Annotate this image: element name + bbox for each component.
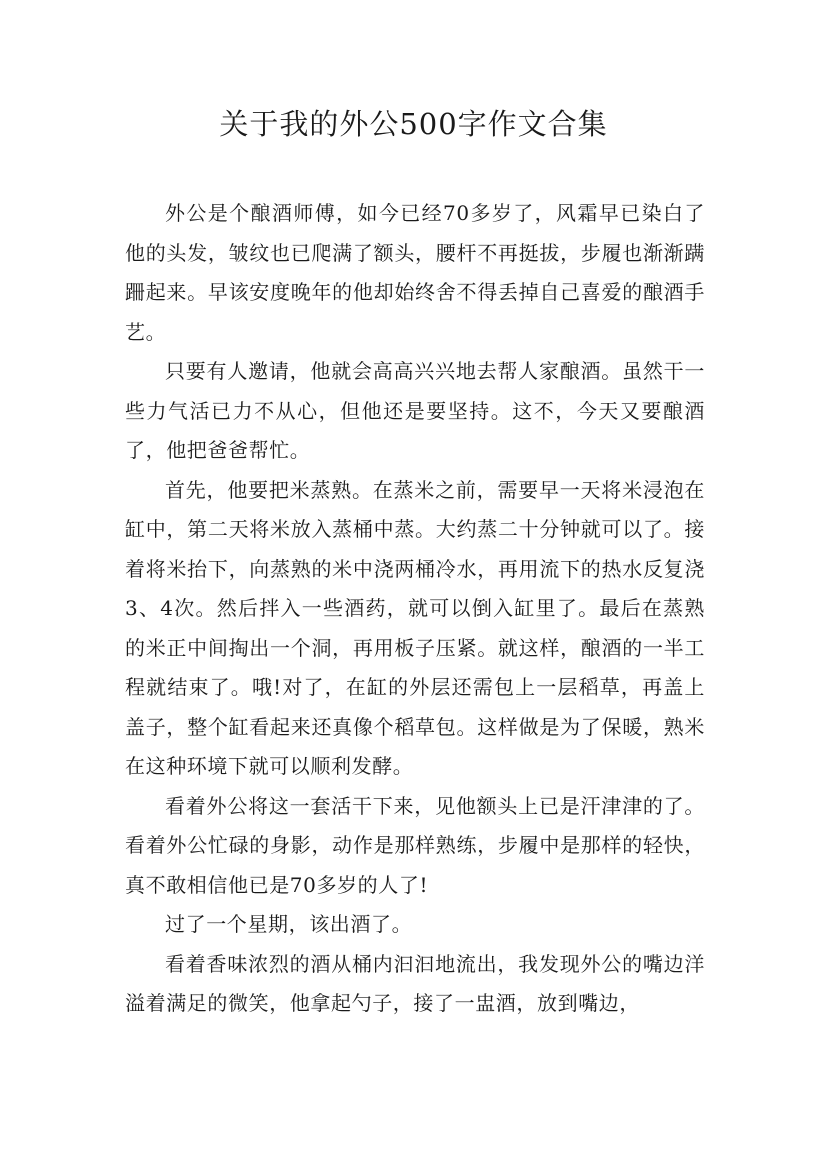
document-body	[125, 194, 705, 1024]
document-title: 关于我的外公500字作文合集	[219, 107, 608, 141]
paragraph-4: 看着外公将这一套活干下来，见他额头上已是汗津津的了。看着外公忙碌的身影，动作是那样熟练，步履中是那样的轻快，真不敢相信他已是70多岁的人了!	[125, 793, 705, 897]
paragraph-1: 外公是个酿酒师傅，如今已经70多岁了，风霜早已染白了他的头发，皱纹也已爬满了额头，腰杆不再挺拔，步履也渐渐蹒跚起来。早该安度晚年的他却始终舍不得丢掉自己喜爱的酿酒手艺。	[125, 201, 705, 344]
paragraph-5: 过了一个星期，该出酒了。	[165, 912, 413, 936]
paragraph-3: 首先，他要把米蒸熟。在蒸米之前，需要早一天将米浸泡在缸中，第二天将米放入蒸桶中蒸。大约蒸二十分钟就可以了。接着将米抬下，向蒸熟的米中浇两桶冷水，再用流下的热水反复浇3、4次。然后拌入一些酒药，就可以倒入缸里了。最后在蒸熟的米正中间掏出一个洞，再用板子压紧。就这样，酿酒的一半工程就结束了。哦!对了，在缸的外层还需包上一层稻草，再盖上盖子，整个缸看起来还真像个稻草包。这样做是为了保暖，熟米在这种环境下就可以顺利发酵。	[125, 477, 705, 778]
paragraph-6: 看着香味浓烈的酒从桶内汩汩地流出，我发现外公的嘴边洋溢着满足的微笑，他拿起勺子，接了一盅酒，放到嘴边，	[125, 951, 705, 1015]
paragraph-2: 只要有人邀请，他就会高高兴兴地去帮人家酿酒。虽然干一些力气活已力不从心，但他还是要坚持。这不，今天又要酿酒了，他把爸爸帮忙。	[125, 359, 705, 462]
